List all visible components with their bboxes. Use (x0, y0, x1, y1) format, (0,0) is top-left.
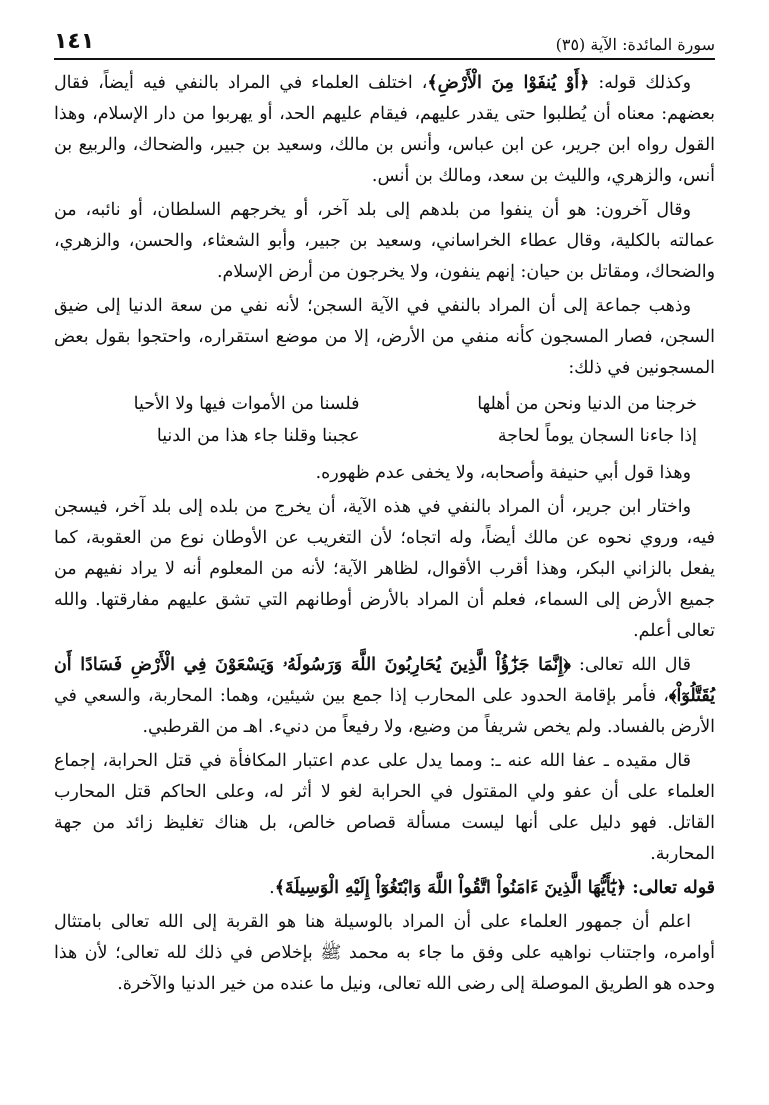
paragraph: وقال آخرون: هو أن ينفوا من بلدهم إلى بلد آخر، أو يخرجهم السلطان، أو نائبه، من عمالته بالكلية، وقال عطاء الخراساني، وسعيد بن جبير، وأبو الشعثاء، والحسن، والزهري، والضحاك، ومقاتل بن حيان: إنهم ينفون، ولا يخرجون من أرض الإسلام. (54, 200, 715, 282)
quran-verse: ﴿إِنَّمَا جَزَٰٓؤُاْ الَّذِينَ يُحَارِبُونَ اللَّهَ وَرَسُولَهُۥ وَيَسْعَوْنَ فِي الْأَرْضِ فَسَادًا أَن يُقَتَّلُوٓاْ﴾ (54, 655, 715, 706)
page-header (54, 28, 715, 60)
paragraph-text: ، فأمر بإقامة الحدود على المحارب إذا جمع بين شيئين، وهما: المحاربة، والسعي في الأرض بالفساد. ولم يخص شريفاً من وضيع، ولا رفيعاً من دنيء. اهـ من القرطبي. (54, 686, 715, 737)
surah-title: سورة المائدة: الآية (٣٥) (555, 35, 715, 54)
page-number: ١٤١ (54, 29, 95, 54)
poem-verse (54, 420, 715, 452)
paragraph-text: وكذلك قوله: (589, 73, 692, 93)
page-body (54, 68, 715, 1000)
quran-verse: ﴿يَٰٓأَيُّهَا الَّذِينَ ءَامَنُواْ اتَّقُواْ اللَّهَ وَابْتَغُوٓاْ إِلَيْهِ الْوَسِيلَةَ﴾ (274, 878, 627, 898)
quran-verse: ﴿أَوْ يُنفَوْا مِنَ الْأَرْضِ﴾ (427, 73, 590, 93)
paragraph-text: قال الله تعالى: (570, 655, 691, 675)
paragraph-text: ، اختلف العلماء في المراد بالنفي فيه أيضاً، فقال بعضهم: معناه أن يُطلبوا حتى يقدر عليهم، فيقام عليهم الحد، أو يهربوا من دار الإسلام، وهذا القول رواه ابن جرير، عن ابن عباس، وأنس بن مالك، وسعيد بن جبير، والضحاك، والربيع بن أنس، والزهري، والليث بن سعد، ومالك بن أنس. (54, 73, 715, 186)
paragraph: اعلم أن جمهور العلماء على أن المراد بالوسيلة هنا هو القربة إلى الله تعالى بامتثال أوامره، واجتناب نواهيه على وفق ما جاء به محمد ﷺ بإخلاص في ذلك لله تعالى؛ لأن هذا وحده هو الطريق الموصلة إلى رضى الله تعالى، ونيل ما عنده من خير الدنيا والآخرة. (54, 912, 715, 994)
paragraph (54, 650, 715, 743)
poem-verse (54, 388, 715, 420)
paragraph: قال مقيده ـ عفا الله عنه ـ: ومما يدل على عدم اعتبار المكافأة في قتل الحرابة، إجماع العلماء على أن عفو ولي المقتول في الحرابة لغو لا أثر له، وعلى الحاكم قتل المحارب القاتل. فهو دليل على أنها ليست مسألة قصاص خالص، بل هناك تغليظ زائد من جهة المحاربة. (54, 751, 715, 864)
poem-first-hemistich: إذا جاءنا السجان يوماً لحاجة (497, 426, 697, 446)
verse-heading-lead: قوله تعالى: (626, 878, 715, 898)
paragraph (54, 68, 715, 192)
paragraph-text: . (269, 878, 275, 898)
poem-second-hemistich: عجبنا وقلنا جاء هذا من الدنيا (156, 426, 360, 446)
poem-second-hemistich: فلسنا من الأموات فيها ولا الأحيا (133, 394, 360, 414)
verse-heading (54, 873, 715, 904)
poem-first-hemistich: خرجنا من الدنيا ونحن من أهلها (477, 394, 697, 414)
paragraph: واختار ابن جرير، أن المراد بالنفي في هذه الآية، أن يخرج من بلده إلى بلد آخر، فيسجن فيه، وروي نحوه عن مالك أيضاً، وله اتجاه؛ لأن التغريب عن الأوطان نوع من العقوبة، كما يفعل بالزاني البكر، وهذا أقرب الأقوال، لظاهر الآية؛ لأنه من المعلوم أنه لا يراد نفيهم من جميع الأرض إلى السماء، فعلم أن المراد بالأرض أوطانهم التي تشق عليهم مفارقتها. والله تعالى أعلم. (54, 497, 715, 641)
poem (54, 388, 715, 452)
paragraph: وهذا قول أبي حنيفة وأصحابه، ولا يخفى عدم ظهوره. (315, 463, 691, 483)
paragraph: وذهب جماعة إلى أن المراد بالنفي في الآية السجن؛ لأنه نفي من سعة الدنيا إلى ضيق السجن، فصار المسجون كأنه منفي من الأرض، إلا من موضع استقراره، واحتجوا بقول بعض المسجونين في ذلك: (54, 296, 715, 378)
